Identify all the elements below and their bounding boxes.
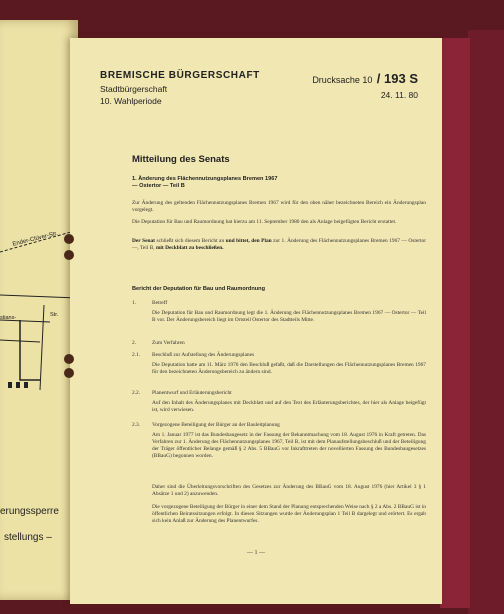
section-text: Die Deputation hatte am 11. März 1976 den Beschluß gefaßt, daß die Darstellungen des Flächennutzungsplanes Bremen 1967 für den bezeichneten Änderungsbereich zu ändern sind. (152, 362, 426, 375)
section-heading: Betreff (152, 300, 168, 306)
bold-request: und bittet, den Plan (225, 238, 272, 244)
section-heading: Beschluß zur Aufstellung des Änderungsplanes (152, 352, 255, 358)
section-number: 1. (132, 300, 137, 306)
punch-hole (64, 234, 74, 244)
document-date: 24. 11. 80 (380, 90, 418, 100)
section-number: 2.2. (132, 390, 141, 396)
section-number: 2. (132, 340, 137, 346)
binder-spine (440, 38, 470, 608)
drucksache-label: Drucksache 10 (312, 75, 373, 85)
left-page (0, 20, 78, 600)
text-segment: zur 1. Änderung des Flächennutzungsplanes Bremen 1967 — Ostertor —, Teil B, (132, 238, 427, 251)
subject-line-1: 1. Änderung des Flächennutzungsplanes Bremen 1967 (132, 176, 278, 182)
punch-hole (64, 354, 74, 364)
section-number: 2.1. (132, 352, 141, 358)
section-heading: Vorgezogene Beteiligung der Bürger an der Bauleitplanung (152, 422, 280, 428)
bold-senat: Der Senat (132, 238, 155, 244)
section-heading: Planentwurf und Erläuterungsbericht (152, 390, 232, 396)
text-segment: schließt sich diesem Bericht an (154, 238, 226, 244)
map-caption-2: stellungs – (4, 532, 52, 543)
organization-name: BREMISCHE BÜRGERSCHAFT (100, 70, 260, 81)
binder-cover (468, 30, 504, 614)
section-text: Daher sind die Überleitungsvorschriften des Gesetzes zur Änderung des BBauG vom 18. August 1976 (hier Artikel 3 § 1 Absätze 1 und 2) anzuwenden. (152, 484, 426, 497)
punch-hole (64, 368, 74, 378)
street-label-1: Ender-Clüver-Str. (12, 230, 59, 248)
punch-hole (64, 250, 74, 260)
chamber-name: Stadtbürgerschaft (100, 84, 168, 94)
bold-resolution: mit Deckblatt zu beschließen. (155, 244, 224, 251)
report-heading: Bericht der Deputation für Bau und Raumordnung (132, 286, 266, 292)
document-reference (312, 70, 418, 100)
subject-line-2: — Ostertor — Teil B (132, 183, 185, 189)
legislative-period: 10. Wahlperiode (100, 96, 162, 106)
street-label-2: stians- (0, 315, 17, 321)
street-label-3: Str. (50, 312, 59, 318)
document-title: Mitteilung des Senats (132, 154, 230, 165)
drucksache-number: / 193 S (376, 71, 418, 86)
section-heading: Zum Verfahren (152, 340, 185, 346)
intro-paragraph-3 (132, 238, 426, 252)
section-text: Am 1. Januar 1977 ist das Bundesbaugesetz in der Fassung der Bekanntmachung vom 18. August 1976 in Kraft getreten. Das Verfahren zur 1. Änderung des Flächennutzungsplanes 1967, Teil B, ist mit dem Planaufstellungsbeschluß und der Beteiligung der Träger öffentlicher Belange gemäß § 2 Abs. 5 BBauG vor Inkrafttreten der novellierten Fassung des Bundesbaugesetzes (BBauG) begonnen worden. (152, 432, 426, 459)
section-text: Auf den Inhalt des Änderungsplanes mit Deckblatt und auf den Text des Erläuterungsberichtes, der hier als Anlage beigefügt ist, wird verwiesen. (152, 400, 426, 413)
intro-paragraph-1: Zur Änderung des geltenden Flächennutzungsplanes Bremen 1967 wird für den oben näher bezeichneten Bereich ein Änderungsplan vorgelegt. (132, 200, 426, 213)
section-number: 2.3. (132, 422, 141, 428)
map-caption-1: erungssperre (0, 506, 59, 517)
section-text: Die vorgezogene Beteiligung der Bürger in einer dem Stand der Planung entsprechenden Weise nach § 2 a Abs. 2 BBauG ist in öffentlichen Beiratssitzungen erfolgt. In diesen Sitzungen wurde der Änderungsplan 1 Teil B dargelegt und erörtert. Es ergab sich kein Anlaß zur Änderung des Planentwurfes. (152, 504, 426, 524)
section-text: Die Deputation für Bau und Raumordnung legt die 1. Änderung des Flächennutzungsplanes Bremen 1967 — Ostertor — Teil B vor. Der Änderungsbereich liegt im Ortsteil Ostertor des Stadtteils Mitte. (152, 310, 426, 323)
page-number: — 1 — (247, 550, 265, 556)
intro-paragraph-2: Die Deputation für Bau und Raumordnung hat hierzu am 11. September 1980 den als Anlage beigefügten Bericht erstattet. (132, 219, 397, 225)
document-page (70, 38, 442, 604)
